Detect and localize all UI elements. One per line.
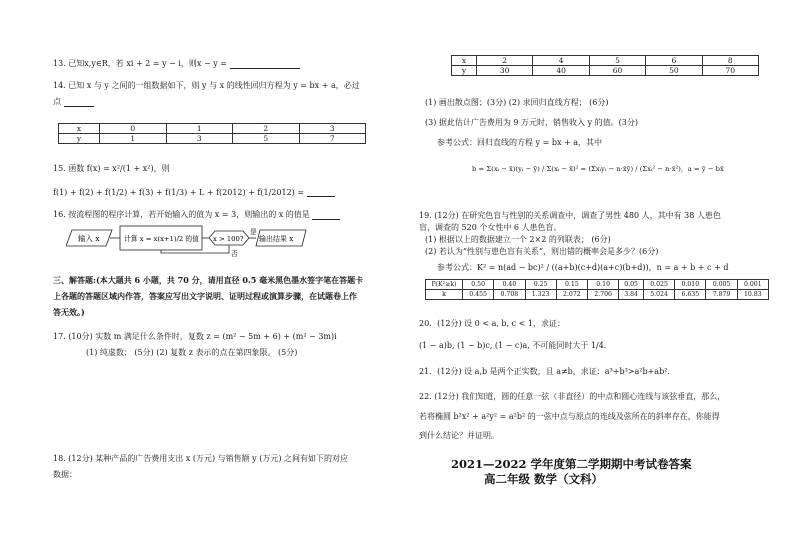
table-cell: 5 bbox=[233, 134, 300, 144]
q19-line1: 19. (12分) 在研究色盲与性别的关系调查中，调查了男性 480 人，其中有 38 人患色 bbox=[419, 211, 721, 220]
q16-flowchart bbox=[66, 222, 316, 258]
table-cell: 3.84 bbox=[619, 290, 644, 300]
q19-k-label: k bbox=[426, 290, 463, 300]
table-cell: 8 bbox=[702, 56, 758, 66]
q19-formula: 参考公式：K² = n(ad − bc)² / ((a+b)(c+d)(a+c)(b+d))，n = a + b + c + d bbox=[437, 263, 729, 272]
q14-line2: 点 bbox=[53, 97, 61, 106]
table-row bbox=[59, 124, 366, 134]
table-cell: 0.001 bbox=[737, 280, 768, 290]
table-cell: 2 bbox=[477, 56, 533, 66]
section3-line3: 答无效。) bbox=[53, 307, 85, 317]
q16-text: 16. 按流程图的程序计算，若开始输入的值为 x = 3，则输出的 x 的值是 bbox=[53, 210, 310, 219]
table-cell: 60 bbox=[589, 66, 645, 76]
q22-line1: 22. (12分) 我们知道，圆的任意一弦（非直径）的中点和圆心连线与该弦垂直，那么， bbox=[419, 392, 726, 401]
table-row bbox=[426, 290, 769, 300]
flow-input-label: 输入 x bbox=[78, 234, 100, 243]
q18-table bbox=[451, 55, 759, 76]
table-cell: 0.40 bbox=[494, 280, 525, 290]
q18-y-label: y bbox=[452, 66, 477, 76]
q13-text: 13. 已知x,y∈R，若 xi + 2 = y − i，则x − y = bbox=[53, 59, 227, 68]
table-cell: 0.025 bbox=[643, 280, 674, 290]
flow-output-label: 输出结果 x bbox=[259, 235, 294, 243]
table-cell: 40 bbox=[533, 66, 589, 76]
q19-line3: (1) 根据以上的数据建立一个 2×2 的列联表； (6分) bbox=[425, 235, 611, 244]
table-cell: 0.10 bbox=[588, 280, 619, 290]
table-cell: 0.005 bbox=[706, 280, 737, 290]
table-cell: 6.635 bbox=[675, 290, 706, 300]
q21-text: 21．(12分) 设 a,b 是两个正实数，且 a≠b，求证：a³+b³>a²b+ab². bbox=[419, 367, 670, 376]
q18-line2: 数据： bbox=[53, 470, 77, 479]
q14-blank bbox=[64, 106, 94, 107]
q14-y-label: y bbox=[59, 134, 100, 144]
table-cell: 3 bbox=[299, 124, 366, 134]
table-cell: 2.072 bbox=[556, 290, 587, 300]
question-13 bbox=[53, 58, 300, 69]
table-cell: 70 bbox=[702, 66, 758, 76]
table-cell: 6 bbox=[646, 56, 702, 66]
table-cell: 1.323 bbox=[525, 290, 556, 300]
q15-blank bbox=[307, 196, 335, 197]
table-row bbox=[59, 134, 366, 144]
table-cell: 0 bbox=[100, 124, 167, 134]
flow-cond-label: x > 100? bbox=[213, 235, 244, 243]
flow-no-label: 否 bbox=[231, 250, 238, 258]
table-cell: 5.024 bbox=[643, 290, 674, 300]
q22-line3: 到什么结论？并证明。 bbox=[419, 431, 499, 440]
table-cell: 3 bbox=[166, 134, 233, 144]
q14-table bbox=[58, 123, 366, 144]
q18-part-a: (1) 画出散点图；(3分) (2) 求回归直线方程； (6分) bbox=[425, 98, 609, 107]
answer-subtitle: 高二年级 数学（文科） bbox=[484, 472, 604, 486]
q18-reference: 参考公式：回归直线的方程 y = bx + a，其中 bbox=[437, 138, 603, 147]
flow-loop-line bbox=[161, 245, 229, 253]
q20-line1: 20．(12分) 设 0 < a, b, c < 1，求证： bbox=[419, 319, 565, 328]
flow-compute-label: 计算 x = x(x+1)/2 的值 bbox=[124, 235, 199, 243]
q18-x-label: x bbox=[452, 56, 477, 66]
flow-yes-label: 是 bbox=[250, 228, 257, 236]
table-row bbox=[426, 280, 769, 290]
table-cell: 0.708 bbox=[494, 290, 525, 300]
q22-line2: 若将椭圆 b²x² + a²y² = a²b² 的一弦中点与原点的连线及弦所在的斜率存在，你能得 bbox=[419, 412, 720, 421]
table-cell: 50 bbox=[646, 66, 702, 76]
table-cell: 1 bbox=[166, 124, 233, 134]
q17-line2: (1) 纯虚数； (5分) (2) 复数 z 表示的点在第四象限。 (5分) bbox=[86, 348, 298, 357]
table-row bbox=[452, 56, 759, 66]
q15-line2: f(1) + f(2) + f(1/2) + f(3) + f(1/3) + L + f(2012) + f(1/2012) = bbox=[53, 188, 305, 197]
q14-line1: 14. 已知 x 与 y 之间的一组数据如下，则 y 与 x 的线性回归方程为 y = bx + a，必过 bbox=[53, 81, 360, 90]
q19-table bbox=[425, 279, 769, 300]
q18-formula: b = Σ(xᵢ − x̄)(yᵢ − ȳ) / Σ(xᵢ − x̄)² = (Σxᵢyᵢ − n·x̄ȳ) / (Σxᵢ² − n·x̄²)，a = ȳ − bx̄ bbox=[472, 165, 724, 173]
question-15-line2 bbox=[53, 188, 335, 197]
table-cell: 0.010 bbox=[675, 280, 706, 290]
table-cell: 7 bbox=[299, 134, 366, 144]
q14-x-label: x bbox=[59, 124, 100, 134]
section3-line1: 三、解答题:(本大题共 6 小题，共 70 分，请用直径 0.5 毫米黑色墨水签字笔在答题卡 bbox=[53, 275, 364, 285]
table-cell: 30 bbox=[477, 66, 533, 76]
table-cell: 1 bbox=[100, 134, 167, 144]
q17-line1: 17. (10分) 实数 m 满足什么条件时，复数 z = (m² − 5m + 6) + (m² − 3m)i bbox=[53, 332, 337, 341]
table-cell: 0.455 bbox=[463, 290, 494, 300]
table-cell: 5 bbox=[589, 56, 645, 66]
section3-line2: 上各题的答题区域内作答，答案应写出文字说明、证明过程或演算步骤，在试题卷上作 bbox=[53, 291, 357, 301]
table-cell: 10.83 bbox=[737, 290, 768, 300]
answer-title: 2021—2022 学年度第二学期期中考试卷答案 bbox=[451, 457, 692, 471]
q19-line4: (2) 若认为“性别与患色盲有关系”，则出错的概率会是多少？(6分) bbox=[425, 247, 659, 256]
q19-line2: 盲，调查的 520 个女性中 6 人患色盲。 bbox=[419, 223, 562, 232]
table-cell: 4 bbox=[533, 56, 589, 66]
table-cell: 0.50 bbox=[463, 280, 494, 290]
q19-p-label: P(K²≥k) bbox=[426, 280, 463, 290]
question-14-line2 bbox=[53, 96, 94, 107]
q20-line2: (1 − a)b, (1 − b)c, (1 − c)a, 不可能同时大于 1/4. bbox=[419, 341, 607, 350]
table-cell: 0.25 bbox=[525, 280, 556, 290]
q18-line1: 18. (12分) 某种产品的广告费用支出 x (万元) 与销售额 y (万元) 之间有如下的对应 bbox=[53, 454, 349, 463]
table-cell: 2 bbox=[233, 124, 300, 134]
table-cell: 2.706 bbox=[588, 290, 619, 300]
question-16 bbox=[53, 209, 340, 220]
q18-part-b: (3) 据此估计广告费用为 9 万元时，销售收入 y 的值。(3分) bbox=[425, 118, 638, 127]
table-cell: 0.15 bbox=[556, 280, 587, 290]
q13-blank bbox=[230, 68, 300, 69]
q16-blank bbox=[312, 219, 340, 220]
table-row bbox=[452, 66, 759, 76]
table-cell: 0.05 bbox=[619, 280, 644, 290]
table-cell: 7.879 bbox=[706, 290, 737, 300]
q15-line1: 15. 函数 f(x) = x²/(1 + x²)，则 bbox=[53, 164, 170, 173]
